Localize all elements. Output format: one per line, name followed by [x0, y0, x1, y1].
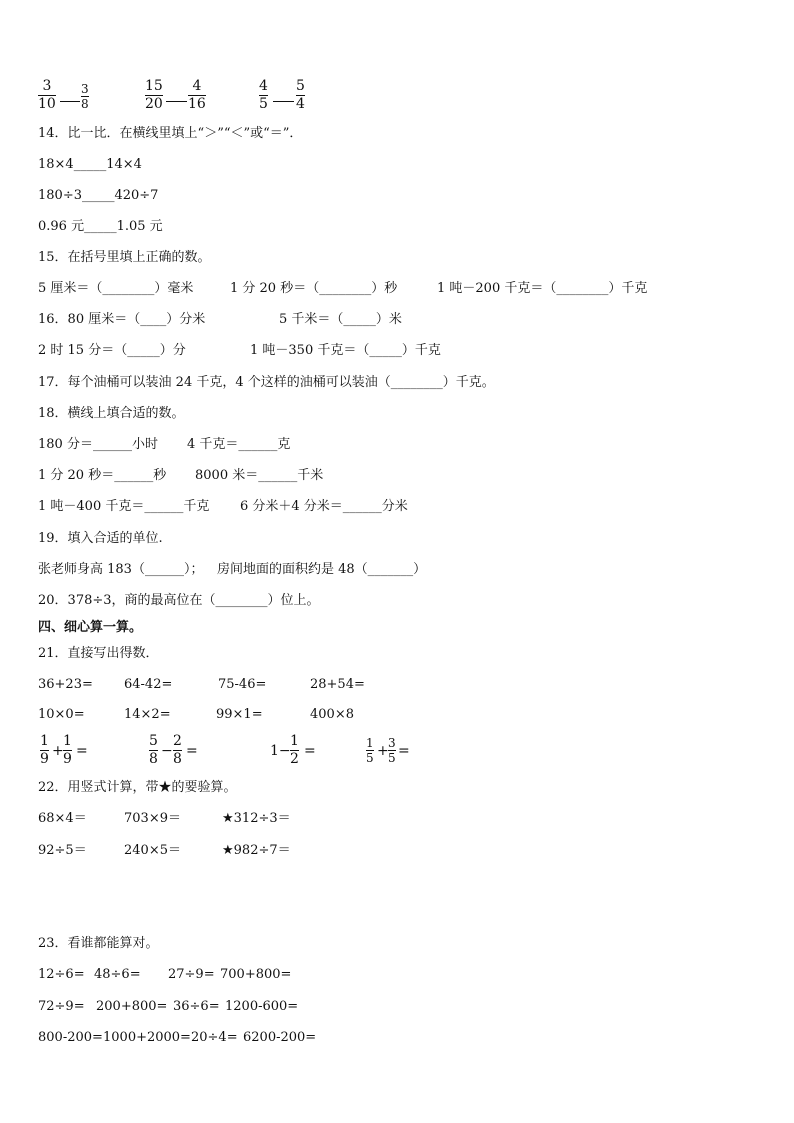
denominator: 2 [290, 751, 299, 767]
operator: + [52, 743, 64, 759]
compare-blank[interactable] [166, 101, 187, 102]
q14-line-3: 0.96 元_____1.05 元 [38, 219, 163, 234]
fraction [40, 733, 49, 768]
q18-item-a: 180 分＝______小时 [38, 437, 158, 452]
q22-r2-c3: ★982÷7＝ [222, 843, 291, 858]
q15-title: 15．在括号里填上正确的数。 [38, 250, 211, 265]
q14-title: 14．比一比．在横线里填上“＞”“＜”或“＝”． [38, 126, 303, 141]
fraction [63, 733, 72, 768]
numerator: 4 [259, 78, 268, 94]
q21-r1-c1: 36+23= [38, 677, 93, 692]
fraction [173, 733, 182, 768]
q22-r1-c1: 68×4＝ [38, 811, 87, 826]
q18-item-e: 1 吨－400 千克＝______千克 [38, 499, 210, 514]
fraction [296, 78, 305, 113]
numerator: 4 [192, 78, 202, 94]
q21-r1-c3: 75-46= [218, 677, 267, 692]
q23-r3-c4: 6200-200= [243, 1030, 317, 1045]
q23-r1-c4: 700+800= [220, 967, 292, 982]
q22-r2-c1: 92÷5＝ [38, 843, 87, 858]
q16-item-a: 16．80 厘米＝（____）分米 [38, 312, 206, 327]
denominator: 8 [81, 97, 89, 111]
q16-item-b: 5 千米＝（_____）米 [279, 312, 402, 327]
fraction [145, 78, 163, 113]
denominator: 16 [188, 96, 206, 112]
whole-number-minus: 1− [270, 743, 291, 759]
q16-item-d: 1 吨－350 千克＝（_____）千克 [250, 343, 441, 358]
q21-r2-c3: 99×1= [216, 707, 263, 722]
q14-line-1: 18×4_____14×4 [38, 157, 142, 172]
numerator: 15 [145, 78, 163, 94]
numerator: 5 [296, 78, 305, 94]
numerator: 1 [63, 733, 72, 749]
fraction [388, 736, 396, 765]
q21-r1-c2: 64-42= [124, 677, 173, 692]
q22-r1-c3: ★312÷3＝ [222, 811, 291, 826]
q23-r2-c1: 72÷9= [38, 999, 85, 1014]
equals-sign: = [186, 743, 198, 759]
numerator: 1 [366, 736, 374, 750]
operator: + [377, 743, 389, 759]
fraction [38, 78, 56, 113]
q18-item-c: 1 分 20 秒＝______秒 [38, 468, 167, 483]
numerator: 5 [149, 733, 158, 749]
q23-r1-c3: 27÷9= [168, 967, 215, 982]
q21-r2-c1: 10×0= [38, 707, 85, 722]
compare-blank[interactable] [273, 101, 294, 102]
q23-r2-c4: 1200-600= [225, 999, 299, 1014]
q17-text: 17．每个油桶可以装油 24 千克，4 个这样的油桶可以装油（________）千克。 [38, 375, 495, 390]
q22-title: 22．用竖式计算，带★的要验算。 [38, 780, 237, 795]
q14-line-2: 180÷3_____420÷7 [38, 188, 159, 203]
numerator: 3 [388, 736, 396, 750]
q15-item-b: 1 分 20 秒＝（________）秒 [230, 281, 398, 296]
q22-r2-c2: 240×5＝ [124, 843, 181, 858]
numerator: 3 [42, 78, 52, 94]
q20-text: 20．378÷3，商的最高位在（________）位上。 [38, 593, 320, 608]
q22-r1-c2: 703×9＝ [124, 811, 181, 826]
q23-r2-c2: 200+800= [96, 999, 168, 1014]
fraction [366, 736, 374, 765]
q18-item-b: 4 千克＝______克 [187, 437, 291, 452]
denominator: 4 [296, 96, 305, 112]
q19-item-b: 房间地面的面积约是 48（_______） [217, 562, 427, 577]
q23-r1-c1: 12÷6= [38, 967, 85, 982]
equals-sign: = [398, 743, 410, 759]
q23-title: 23．看谁都能算对。 [38, 936, 159, 951]
denominator: 10 [38, 96, 56, 112]
q23-r3-c1: 800-200= [38, 1030, 103, 1045]
equals-sign: = [304, 743, 316, 759]
denominator: 5 [259, 96, 268, 112]
q21-r2-c2: 14×2= [124, 707, 171, 722]
fraction [259, 78, 268, 113]
q18-item-f: 6 分米＋4 分米＝______分米 [240, 499, 408, 514]
operator: − [161, 743, 173, 759]
denominator: 8 [173, 751, 182, 767]
denominator: 5 [366, 751, 374, 765]
numerator: 2 [173, 733, 182, 749]
q21-r1-c4: 28+54= [310, 677, 365, 692]
compare-blank[interactable] [60, 101, 80, 102]
fraction [188, 78, 206, 113]
denominator: 5 [388, 751, 396, 765]
q23-r3-c3: 20÷4= [191, 1030, 238, 1045]
numerator: 3 [81, 82, 89, 96]
q18-item-d: 8000 米＝______千米 [195, 468, 324, 483]
q21-title: 21．直接写出得数． [38, 646, 159, 661]
fraction [81, 82, 89, 111]
q15-item-c: 1 吨－200 千克＝（________）千克 [437, 281, 648, 296]
denominator: 9 [40, 751, 49, 767]
numerator: 1 [40, 733, 49, 749]
equals-sign: = [76, 743, 88, 759]
denominator: 8 [149, 751, 158, 767]
q21-r2-c4: 400×8 [310, 707, 354, 722]
q19-title: 19．填入合适的单位. [38, 531, 163, 546]
fraction [290, 733, 299, 768]
q15-item-a: 5 厘米＝（________）毫米 [38, 281, 194, 296]
q19-item-a: 张老师身高 183（______）； [38, 562, 204, 577]
q23-r1-c2: 48÷6= [94, 967, 141, 982]
numerator: 1 [290, 733, 299, 749]
q23-r3-c2: 1000+2000= [103, 1030, 191, 1045]
denominator: 20 [145, 96, 163, 112]
section-4-title: 四、细心算一算。 [38, 620, 143, 635]
q16-item-c: 2 时 15 分＝（_____）分 [38, 343, 186, 358]
fraction [149, 733, 158, 768]
denominator: 9 [63, 751, 72, 767]
q23-r2-c3: 36÷6= [173, 999, 220, 1014]
q18-title: 18．横线上填合适的数。 [38, 406, 185, 421]
